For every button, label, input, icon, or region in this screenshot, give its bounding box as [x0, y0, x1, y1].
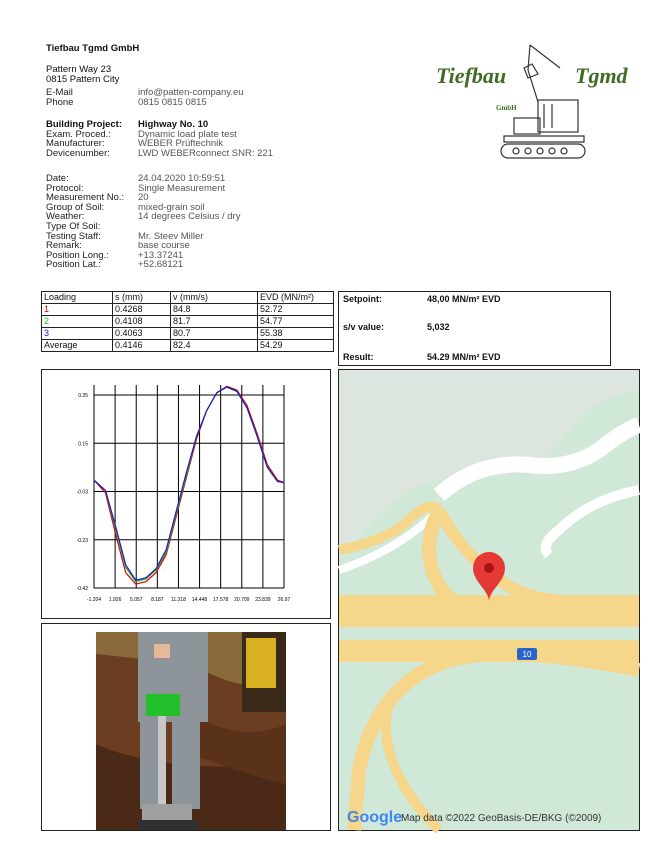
- detail-value: Mr. Steev Miller: [138, 230, 204, 242]
- result-value: 54.29 MN/m² EVD: [427, 352, 501, 362]
- logo-text-small: GmbH: [496, 104, 517, 112]
- v-cell: 82.4: [171, 340, 258, 352]
- detail-label: Type Of Soil:: [46, 220, 101, 232]
- detail-value: base course: [138, 240, 190, 252]
- chart-box: [41, 369, 331, 619]
- table-header: s (mm): [113, 292, 171, 304]
- x-tick-label: 11.318: [170, 597, 186, 603]
- setpoint-label: Setpoint:: [343, 294, 382, 304]
- contact-block: [46, 88, 244, 107]
- y-tick-label: -0.03: [76, 489, 88, 496]
- detail-label: Remark:: [46, 240, 82, 252]
- company-name: Tiefbau Tgmd GmbH: [46, 43, 140, 54]
- table-header: EVD (MN/m²): [258, 292, 334, 304]
- deflection-chart: [42, 370, 330, 618]
- x-tick-label: -1.204: [86, 597, 102, 603]
- y-tick-label: -0.23: [76, 537, 88, 544]
- project-block: [46, 120, 273, 158]
- x-tick-label: 26.97: [277, 597, 291, 603]
- site-photo: [42, 624, 330, 830]
- manufacturer-value: WEBER Prüftechnik: [138, 138, 223, 150]
- device-value: LWD WEBERconnect SNR: 221: [138, 147, 273, 159]
- project-label: Building Project:: [46, 119, 122, 130]
- detail-value: 20: [138, 192, 149, 204]
- map-attribution: Map data ©2022 GeoBasis-DE/BKG (©2009): [401, 813, 602, 824]
- y-tick-label: 0.15: [78, 441, 88, 448]
- s-cell: 0.4063: [113, 328, 171, 340]
- road-label: 10: [522, 650, 532, 659]
- setpoint-value: 48,00 MN/m² EVD: [427, 294, 501, 304]
- loading-cell: Average: [42, 340, 113, 352]
- evd-cell: 55.38: [258, 328, 334, 340]
- device-label: Devicenumber:: [46, 147, 110, 159]
- procedure-label: Exam. Proced.:: [46, 128, 111, 140]
- project-value: Highway No. 10: [138, 119, 209, 130]
- x-tick-label: 17.578: [213, 597, 229, 603]
- table-header: v (mm/s): [171, 292, 258, 304]
- sv-value: 5,032: [427, 322, 450, 332]
- city: 0815 Pattern City: [46, 73, 120, 85]
- detail-value: +13.37241: [138, 249, 184, 261]
- loading-cell: 1: [42, 304, 113, 316]
- results-table: [41, 291, 334, 352]
- logo-text-left: Tiefbau: [436, 63, 507, 88]
- x-tick-label: 23.839: [255, 597, 271, 603]
- s-cell: 0.4268: [113, 304, 171, 316]
- s-cell: 0.4146: [113, 340, 171, 352]
- evd-cell: 52.72: [258, 304, 334, 316]
- detail-value: Single Measurement: [138, 182, 226, 194]
- map-box: [338, 369, 640, 831]
- detail-label: Position Lat.:: [46, 259, 101, 271]
- detail-label: Protocol:: [46, 182, 84, 194]
- detail-value: 14 degrees Celsius / dry: [138, 211, 241, 223]
- x-tick-label: 8.187: [151, 597, 164, 603]
- detail-value: +52.68121: [138, 259, 184, 271]
- sv-label: s/v value:: [343, 322, 385, 332]
- detail-label: Group of Soil:: [46, 201, 105, 213]
- x-tick-label: 20.709: [234, 597, 250, 603]
- manufacturer-label: Manufacturer:: [46, 138, 105, 150]
- series-line-3: [94, 387, 284, 580]
- detail-label: Measurement No.:: [46, 192, 125, 204]
- table-row: [42, 328, 334, 340]
- location-map: [339, 370, 639, 830]
- x-tick-label: 14.448: [191, 597, 208, 603]
- detail-label: Weather:: [46, 211, 85, 223]
- s-cell: 0.4108: [113, 316, 171, 328]
- procedure-value: Dynamic load plate test: [138, 128, 237, 140]
- detail-value: 24.04.2020 10:59:51: [138, 173, 226, 184]
- detail-value: mixed-grain soil: [138, 201, 205, 213]
- email-value: info@patten-company.eu: [138, 87, 244, 98]
- photo-box: [41, 623, 331, 831]
- email-label: E-Mail: [46, 87, 73, 98]
- result-label: Result:: [343, 352, 374, 362]
- table-row: [42, 316, 334, 328]
- x-tick-label: 1.926: [108, 597, 122, 603]
- table-header: Loading: [42, 292, 113, 304]
- address-block: [46, 65, 119, 84]
- y-tick-label: 0.35: [78, 393, 88, 399]
- y-tick-label: -0.42: [76, 586, 88, 592]
- phone-label: Phone: [46, 96, 74, 108]
- company-logo: [432, 40, 628, 175]
- table-header-row: [42, 292, 334, 304]
- v-cell: 80.7: [171, 328, 258, 340]
- google-logo: Google: [347, 809, 403, 826]
- summary-box: [338, 291, 611, 366]
- table-row: [42, 340, 334, 352]
- table-row: [42, 304, 334, 316]
- x-tick-label: 5.057: [129, 597, 143, 603]
- loading-cell: 3: [42, 328, 113, 340]
- phone-value: 0815 0815 0815: [138, 96, 207, 108]
- detail-label: Date:: [46, 173, 69, 184]
- logo-text-right: Tgmd: [575, 63, 628, 88]
- v-cell: 84.8: [171, 304, 258, 316]
- results-table-wrap: [41, 291, 334, 352]
- evd-cell: 54.29: [258, 340, 334, 352]
- evd-cell: 54.77: [258, 316, 334, 328]
- v-cell: 81.7: [171, 316, 258, 328]
- loading-cell: 2: [42, 316, 113, 328]
- detail-label: Testing Staff:: [46, 230, 101, 242]
- details-block: [46, 174, 240, 270]
- street: Pattern Way 23: [46, 64, 112, 75]
- detail-label: Position Long.:: [46, 249, 109, 261]
